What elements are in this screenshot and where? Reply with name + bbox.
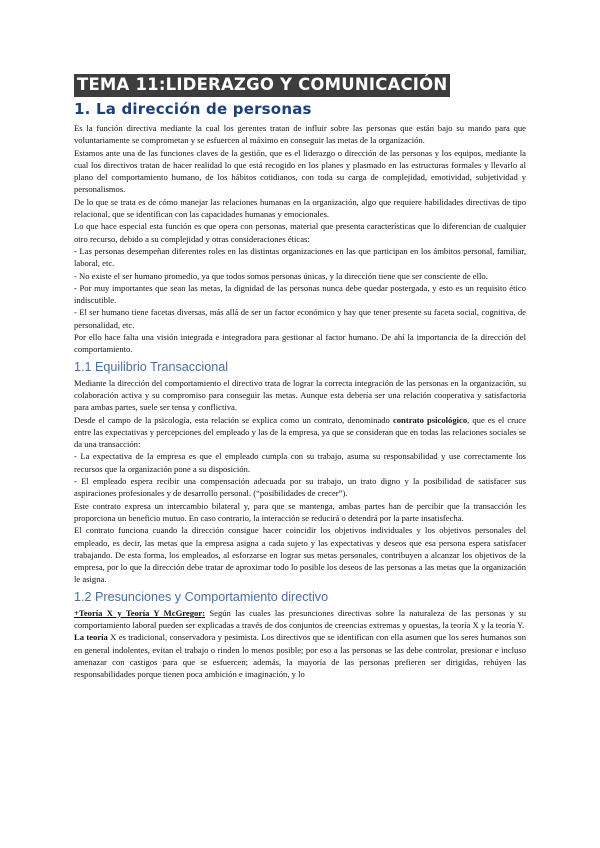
- paragraph: [74, 607, 526, 632]
- list-item: - No existe el ser humano promedio, ya que todos somos personas únicas, y la dirección tiene que ser consciente de ello.: [74, 270, 488, 281]
- paragraph: [74, 414, 526, 451]
- paragraph: [74, 631, 526, 680]
- paragraph: Este contrato expresa un intercambio bilateral y, para que se mantenga, ambas partes han de percibir que la transacción les proporciona un beneficio mutuo. En caso contrario, la interacción se reducirá o detendrá por la parte insatisfecha.: [74, 500, 526, 523]
- document-content: [74, 74, 526, 680]
- bold-term: contrato psicológico: [392, 414, 468, 425]
- bold-term: La teoría: [74, 632, 108, 643]
- paragraph: Estamos ante una de las funciones claves de la gestión, que es el liderazgo o dirección de las personas y los equipos, mediante la cual los directivos tratan de hacer realidad lo que está recogido en los planes y plasmado en las estructuras formales y llevarlo al plano del comportamiento humano, de los hábitos cotidianos, con toda su carga de complejidad, emotividad, subjetividad y personalismos.: [74, 147, 526, 195]
- list-item: - El empleado espera recibir una compensación adecuada por su trabajo, un trato digno y la posibilidad de satisfacer sus aspiraciones profesionales y de desarrollo personal. (“posibilidades de crecer”).: [74, 476, 526, 499]
- paragraph: De lo que se trata es de cómo manejar las relaciones humanas en la organización, algo que requiere habilidades directivas de tipo relacional, que se identifican con las capacidades humanas y emocionales.: [74, 196, 526, 220]
- list-item: - Las personas desempeñan diferentes roles en las distintas organizaciones en las que participan en los ámbitos personal, familiar, laboral, etc.: [74, 245, 526, 269]
- bold-term: +Teoría X y Teoría Y McGregor:: [74, 607, 206, 618]
- subsection-heading: 1.2 Presunciones y Comportamiento directivo: [74, 589, 329, 604]
- paragraph: Mediante la dirección del comportamiento el directivo trata de lograr la correcta integración de las personas en la organización, su colaboración activa y su compromiso para conseguir las metas. Aunque esta debería ser una relación cooperativa y satisfactoria para ambas partes, suele ser tensa y conflictiva.: [74, 377, 526, 413]
- paragraph: Es la función directiva mediante la cual los gerentes tratan de influir sobre las personas que están bajo su mando para que voluntariamente se comprometan y se esfuercen al máximo en conseguir las metas de la organización.: [74, 123, 526, 146]
- paragraph: El contrato funciona cuando la dirección consigue hacer coincidir los objetivos individuales y los objetivos personales del empleado, es decir, las metas que la empresa asigna a cada sujeto y las expectativas y deseos que esa persona espera satisfacer trabajando. De esta forma, los empleados, al esforzarse en lograr sus metas personales, contribuyen a alcanzar los objetivos de la empresa, por lo que la dirección debe tratar de aproximar todo lo posible los deseos de las personas a las metas que la organización le asigna.: [74, 525, 526, 585]
- text-run: Según las cuales las presunciones directivas sobre la naturaleza de las personas y su comportamiento laboral pueden ser explicadas a través de dos conjuntos de creencias extremas y opuestas, la teoría X y la teoría Y.: [74, 607, 526, 630]
- list-item: - La expectativa de la empresa es que el empleado cumpla con su trabajo, asuma su responsabilidad y use correctamente los recursos que la organización pone a su disposición.: [74, 451, 526, 474]
- text-run: Desde el campo de la psicología, esta relación se explica como un contrato, denominado: [74, 414, 393, 425]
- list-item: - Por muy importantes que sean las metas, la dignidad de las personas nunca debe quedar postergada, y esto es un requisito ético indiscutible.: [74, 282, 526, 306]
- section-heading: 1. La dirección de personas: [74, 100, 312, 118]
- paragraph: Lo que hace especial esta función es que opera con personas, material que presenta características que lo diferencian de cualquier otro recurso, debido a su complejidad y otras consideraciones éticas:: [74, 221, 526, 244]
- text-run: , que es el cruce entre las expectativas y percepciones del empleado y las de la empresa, ya que se consideran que en todas las relaciones sociales se da una transacción:: [74, 414, 526, 450]
- list-item: - El ser humano tiene facetas diversas, más allá de ser un factor económico y hay que tener presente su faceta social, cognitiva, de personalidad, etc.: [74, 307, 526, 330]
- paragraph: Por ello hace falta una visión integrada e integradora para gestionar al factor humano. De ahí la importancia de la dirección del comportamiento.: [74, 332, 526, 355]
- text-run: X es tradicional, conservadora y pesimista. Los directivos que se identifican con ella asumen que los seres humanos son en general indolentes, evitan el trabajo o rinden lo menos posible; por eso a las personas se las debe controlar, presionar e incluso amenazar con castigos para que se esfuercen; además, la mayoría de las personas prefieren ser dirigidas, rehúyen las responsabilidades porque tienen poca ambición e imaginación, y lo: [74, 632, 526, 680]
- document-title: TEMA 11:LIDERAZGO Y COMUNICACIÓN: [74, 74, 450, 97]
- subsection-heading: 1.1 Equilibrio Transaccional: [74, 359, 229, 374]
